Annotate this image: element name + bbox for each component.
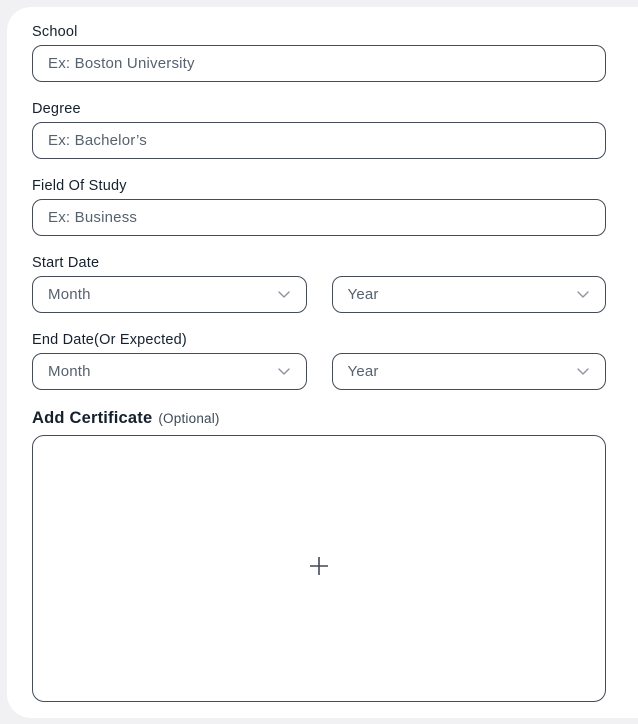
start-year-select[interactable] <box>332 276 607 313</box>
school-label: School <box>32 24 78 40</box>
end-date-group <box>32 332 606 390</box>
plus-icon <box>309 556 329 581</box>
chevron-down-icon <box>577 368 589 375</box>
chevron-down-icon <box>278 291 290 298</box>
add-certificate-title: Add Certificate <box>32 409 153 427</box>
start-year-value: Year <box>347 286 379 303</box>
degree-input[interactable] <box>32 122 606 159</box>
end-year-select[interactable] <box>332 353 607 390</box>
chevron-down-icon <box>278 368 290 375</box>
end-date-label: End Date(Or Expected) <box>32 332 187 348</box>
education-form-card <box>7 7 638 718</box>
start-month-value: Month <box>48 286 91 303</box>
degree-label: Degree <box>32 101 81 117</box>
end-month-value: Month <box>48 363 91 380</box>
start-date-label: Start Date <box>32 255 100 271</box>
chevron-down-icon <box>577 291 589 298</box>
certificate-upload-dropzone[interactable] <box>32 435 606 702</box>
certificate-section <box>32 409 606 702</box>
school-input[interactable] <box>32 45 606 82</box>
start-month-select[interactable] <box>32 276 307 313</box>
field-of-study-input[interactable] <box>32 199 606 236</box>
school-field-group <box>32 24 606 82</box>
start-date-group <box>32 255 606 313</box>
end-month-select[interactable] <box>32 353 307 390</box>
end-year-value: Year <box>347 363 379 380</box>
field-of-study-group <box>32 178 606 236</box>
field-of-study-label: Field Of Study <box>32 178 127 194</box>
optional-note: (Optional) <box>158 411 220 426</box>
degree-field-group <box>32 101 606 159</box>
